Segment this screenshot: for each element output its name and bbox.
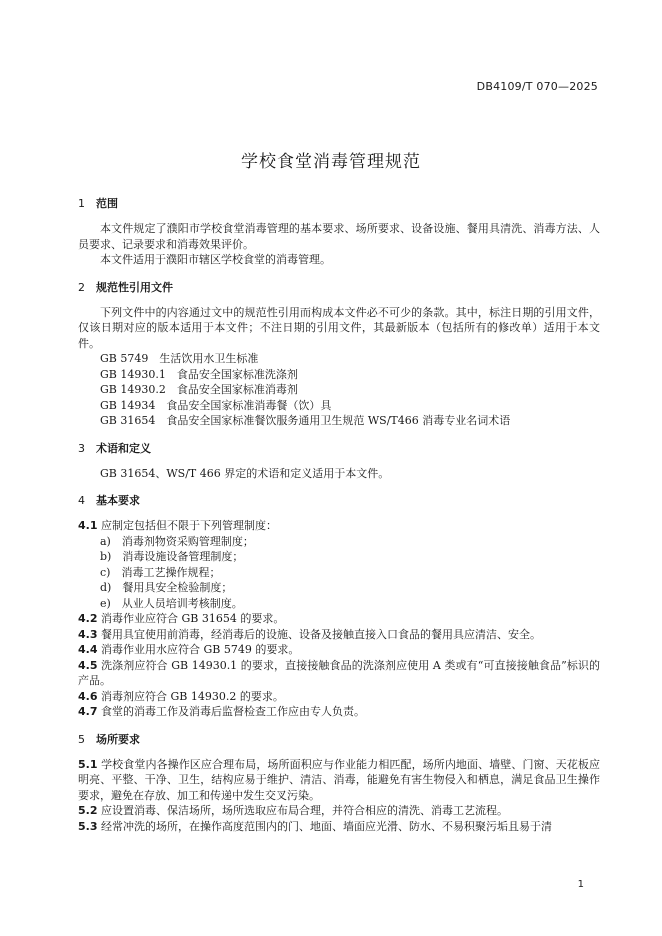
list-item: e) 从业人员培训考核制度。: [100, 596, 243, 610]
clause-4-1: [78, 518, 600, 534]
section-title: 范围: [96, 197, 118, 210]
document-body: [78, 196, 600, 834]
section-heading-site-requirements: [78, 732, 600, 748]
section-number: 1: [78, 197, 85, 210]
clause-5-3: [78, 819, 600, 835]
section-heading-terms: [78, 441, 600, 457]
section-title: 场所要求: [96, 732, 140, 746]
clause-number: 4.1: [78, 519, 98, 532]
clause-number: 4.3: [78, 627, 98, 641]
page-number: 1: [577, 879, 584, 890]
clause-number: 5.3: [78, 819, 98, 833]
document-code: DB4109/T 070—2025: [476, 80, 598, 93]
clause-text: 消毒作业应符合 GB 31654 的要求。: [101, 612, 285, 625]
clause-number: 4.2: [78, 612, 98, 625]
clause-4-6: [78, 689, 600, 705]
clause-4-3: [78, 627, 600, 643]
paragraph: 本文件规定了濮阳市学校食堂消毒管理的基本要求、场所要求、设备设施、餐用具清洗、消毒方法、人员要求、记录要求和消毒效果评价。: [78, 222, 600, 251]
paragraph: GB 31654、WS/T 466 界定的术语和定义适用于本文件。: [100, 466, 390, 480]
clause-5-2: [78, 803, 600, 819]
list-item: c) 消毒工艺操作规程；: [100, 565, 221, 579]
reference-item: GB 14934 食品安全国家标准消毒餐（饮）具: [100, 398, 332, 412]
section-number: 3: [78, 441, 85, 455]
paragraph: 下列文件中的内容通过文中的规范性引用而构成本文件必不可少的条款。其中，标注日期的引用文件，仅该日期对应的版本适用于本文件；不注日期的引用文件，其最新版本（包括所有的修改单）适用于本文件。: [78, 305, 600, 350]
section-title: 规范性引用文件: [96, 280, 173, 294]
list-item: d) 餐用具安全检验制度；: [100, 581, 233, 594]
document-title: 学校食堂消毒管理规范: [241, 152, 421, 172]
reference-item: GB 14930.2 食品安全国家标准消毒剂: [100, 383, 298, 396]
clause-4-5: [78, 658, 600, 689]
list-item: b) 消毒设施设备管理制度；: [100, 550, 244, 563]
clause-text: 应制定包括但不限于下列管理制度：: [101, 519, 277, 532]
section-heading-scope: [78, 196, 600, 212]
paragraph: 本文件适用于濮阳市辖区学校食堂的消毒管理。: [100, 253, 331, 266]
list-item: a) 消毒剂物资采购管理制度；: [100, 534, 254, 548]
section-number: 4: [78, 494, 85, 507]
clause-number: 4.4: [78, 643, 98, 656]
clause-text: 消毒剂应符合 GB 14930.2 的要求。: [101, 689, 284, 703]
reference-item: GB 14930.1 食品安全国家标准洗涤剂: [100, 367, 298, 381]
clause-number: 5.1: [78, 757, 98, 771]
clause-5-1: [78, 757, 600, 804]
clause-text: 应设置消毒、保洁场所，场所选取应布局合理，并符合相应的清洗、消毒工艺流程。: [101, 804, 508, 817]
reference-item: GB 31654 食品安全国家标准餐饮服务通用卫生规范 WS/T466 消毒专业名词术语: [100, 414, 511, 427]
clause-number: 4.7: [78, 705, 98, 718]
clause-number: 4.5: [78, 658, 98, 672]
clause-4-4: [78, 642, 600, 658]
clause-text: 学校食堂内各操作区应合理布局，场所面积应与作业能力相匹配，场所内地面、墙壁、门窗、天花板应明亮、平整、干净、卫生，结构应易于维护、清洁、消毒，能避免有害生物侵入和栖息，满足食品卫生操作要求，避免在存放、加工和传递中发生交叉污染。: [78, 757, 601, 802]
section-number: 2: [78, 280, 85, 294]
clause-number: 4.6: [78, 689, 98, 703]
section-title: 术语和定义: [96, 441, 151, 455]
clause-number: 5.2: [78, 804, 98, 817]
clause-4-7: [78, 704, 600, 720]
section-number: 5: [78, 732, 85, 746]
clause-text: 经常冲洗的场所，在操作高度范围内的门、地面、墙面应光滑、防水、不易积聚污垢且易于清: [101, 819, 552, 833]
clause-text: 餐用具宜使用前消毒，经消毒后的设施、设备及接触直接入口食品的餐用具应清洁、安全。: [101, 627, 541, 641]
section-title: 基本要求: [96, 494, 140, 507]
reference-item: GB 5749 生活饮用水卫生标准: [100, 352, 259, 365]
clause-text: 洗涤剂应符合 GB 14930.1 的要求，直接接触食品的洗涤剂应使用 A 类或有“可直接接触食品”标识的产品。: [78, 658, 600, 687]
section-heading-basic-requirements: [78, 493, 600, 509]
section-heading-normative-references: [78, 280, 600, 296]
clause-text: 食堂的消毒工作及消毒后监督检查工作应由专人负责。: [101, 705, 365, 718]
clause-text: 消毒作业用水应符合 GB 5749 的要求。: [101, 643, 300, 656]
clause-4-2: [78, 611, 600, 627]
